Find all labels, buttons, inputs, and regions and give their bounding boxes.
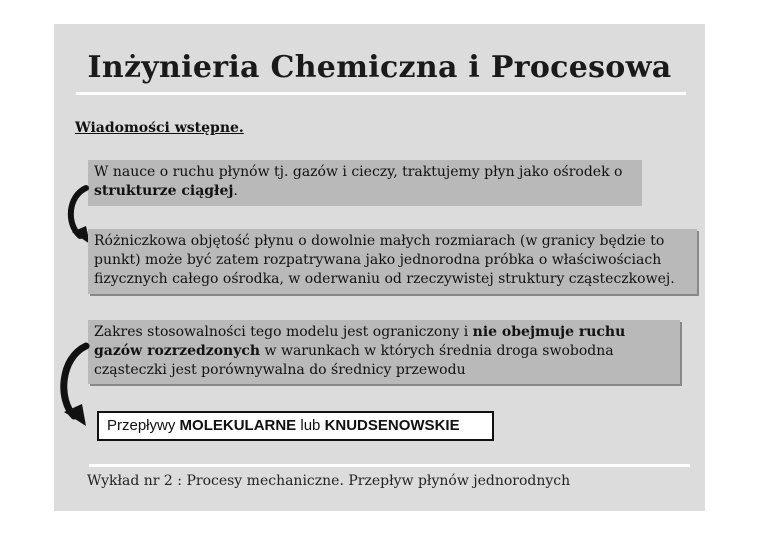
box1-bold: strukturze ciągłej xyxy=(94,183,234,199)
footer-divider xyxy=(89,464,690,467)
box1-text: W nauce o ruchu płynów tj. gazów i cieczy, traktujemy płyn jako ośrodek o xyxy=(94,164,623,180)
mol-bold-2: KNUDSENOWSKIE xyxy=(324,417,460,434)
box3-bold: nie obejmuje ruchu gazów rozrzedzonych xyxy=(94,324,626,359)
slide-title: Inżynieria Chemiczna i Procesowa xyxy=(87,50,672,85)
box1-text-end: . xyxy=(233,183,238,199)
mol-middle: lub xyxy=(296,417,325,434)
box3-text: Zakres stosowalności tego modelu jest ograniczony i xyxy=(94,324,473,340)
slide xyxy=(54,24,705,511)
lecture-footer: Wykład nr 2 : Procesy mechaniczne. Przepływ płynów jednorodnych xyxy=(87,473,571,489)
section-heading: Wiadomości wstępne. xyxy=(75,120,244,136)
differential-volume-box xyxy=(88,229,697,294)
continuum-statement-box xyxy=(88,160,642,206)
box3-text-end: w warunkach w których średnia droga swobodna cząsteczki jest porównywalna do średnicy przewodu xyxy=(94,343,614,378)
model-limitation-box xyxy=(88,320,680,384)
curved-arrow-icon xyxy=(56,342,94,434)
mol-prefix: Przepływy xyxy=(107,417,180,434)
molecular-flow-label xyxy=(97,411,494,441)
mol-bold-1: MOLEKULARNE xyxy=(179,417,297,434)
box2-text: Różniczkowa objętość płynu o dowolnie małych rozmiarach (w granicy będzie to punkt) może być zatem rozpatrywana jako jednorodna próbka o właściwościach fizycznych całego ośrodka, w oderwaniu od rzeczywistej struktury cząsteczkowej. xyxy=(94,233,675,287)
title-divider xyxy=(76,92,686,95)
